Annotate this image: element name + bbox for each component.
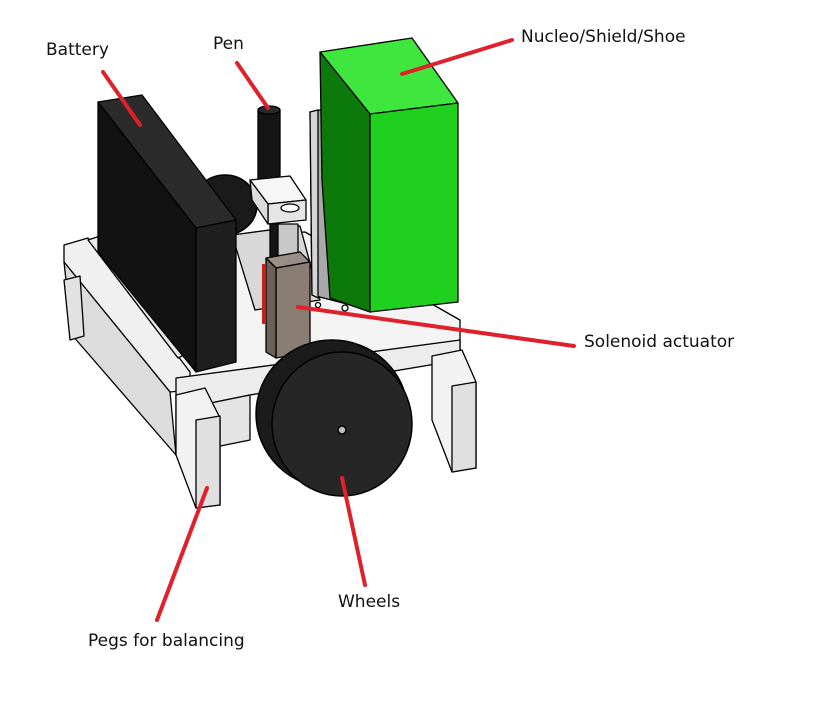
wheels-label: Wheels	[338, 592, 401, 612]
pegs-label: Pegs for balancing	[88, 631, 245, 651]
pegs-leader-line	[157, 488, 207, 620]
battery-label: Battery	[46, 40, 109, 60]
nucleo-label: Nucleo/Shield/Shoe	[521, 27, 686, 47]
pen-label: Pen	[213, 34, 244, 54]
solenoid-label: Solenoid actuator	[584, 332, 735, 352]
solenoid-actuator	[262, 252, 310, 358]
nucleo-shield-box	[320, 38, 458, 312]
pen-leader-line	[237, 63, 268, 108]
